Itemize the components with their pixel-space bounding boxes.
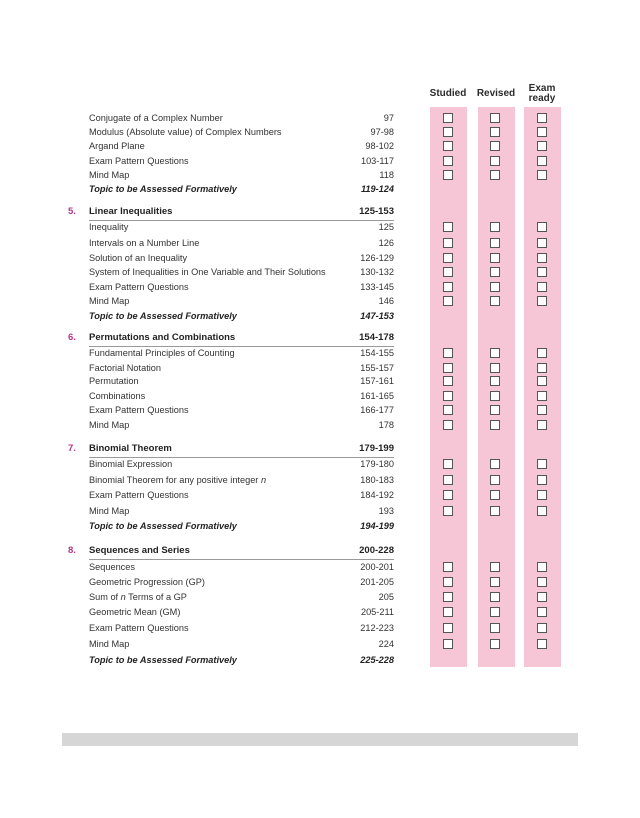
studied-checkbox[interactable]	[443, 420, 453, 430]
assessment-label: Topic to be Assessed Formatively	[89, 521, 237, 531]
studied-column-header: Studied	[429, 88, 467, 99]
topic-label: Modulus (Absolute value) of Complex Numbers	[89, 127, 282, 137]
studied-checkbox[interactable]	[443, 475, 453, 485]
exam-ready-checkbox[interactable]	[537, 267, 547, 277]
exam-ready-checkbox[interactable]	[537, 253, 547, 263]
assessment-label: Topic to be Assessed Formatively	[89, 311, 237, 321]
revised-checkbox[interactable]	[490, 127, 500, 137]
exam-ready-checkbox[interactable]	[537, 170, 547, 180]
studied-checkbox[interactable]	[443, 405, 453, 415]
topic-label: Mind Map	[89, 639, 130, 649]
exam-ready-checkbox[interactable]	[537, 490, 547, 500]
revised-checkbox[interactable]	[490, 562, 500, 572]
topic-label: Conjugate of a Complex Number	[89, 113, 223, 123]
topic-page-range: 146	[378, 296, 394, 306]
topic-label: Binomial Expression	[89, 459, 173, 469]
assessment-label: Topic to be Assessed Formatively	[89, 655, 237, 665]
exam-ready-column-header	[512, 84, 572, 104]
topic-page-range: 133-145	[360, 282, 394, 292]
revised-checkbox[interactable]	[490, 222, 500, 232]
revised-checkbox[interactable]	[490, 238, 500, 248]
exam-ready-checkbox[interactable]	[537, 282, 547, 292]
revised-checkbox[interactable]	[490, 376, 500, 386]
revised-checkbox[interactable]	[490, 170, 500, 180]
studied-checkbox[interactable]	[443, 459, 453, 469]
revised-checkbox[interactable]	[490, 623, 500, 633]
chapter-page-range: 154-178	[359, 332, 394, 343]
studied-checkbox[interactable]	[443, 607, 453, 617]
topic-label: Argand Plane	[89, 141, 145, 151]
exam-ready-checkbox[interactable]	[537, 156, 547, 166]
topic-page-range: 125	[378, 222, 394, 232]
exam-ready-checkbox[interactable]	[537, 222, 547, 232]
studied-checkbox[interactable]	[443, 562, 453, 572]
revised-checkbox[interactable]	[490, 506, 500, 516]
studied-checkbox[interactable]	[443, 391, 453, 401]
footer-bar	[62, 733, 578, 746]
studied-checkbox[interactable]	[443, 238, 453, 248]
revised-checkbox[interactable]	[490, 577, 500, 587]
topic-label: Combinations	[89, 391, 146, 401]
studied-checkbox[interactable]	[443, 156, 453, 166]
studied-checkbox[interactable]	[443, 296, 453, 306]
chapter-number: 8.	[68, 545, 76, 556]
chapter-number: 6.	[68, 332, 76, 343]
topic-label: Exam Pattern Questions	[89, 623, 189, 633]
studied-checkbox[interactable]	[443, 363, 453, 373]
chapter-title: Permutations and Combinations	[89, 332, 236, 343]
topic-label: Factorial Notation	[89, 363, 162, 373]
exam-ready-checkbox[interactable]	[537, 506, 547, 516]
exam-ready-checkbox[interactable]	[537, 592, 547, 602]
exam-ready-checkbox[interactable]	[537, 420, 547, 430]
exam-ready-checkbox[interactable]	[537, 459, 547, 469]
revised-checkbox[interactable]	[490, 420, 500, 430]
exam-ready-checkbox[interactable]	[537, 127, 547, 137]
revised-checkbox[interactable]	[490, 113, 500, 123]
topic-page-range: 126-129	[360, 253, 394, 263]
chapter-divider	[89, 559, 394, 560]
exam-ready-checkbox[interactable]	[537, 623, 547, 633]
exam-ready-checkbox[interactable]	[537, 376, 547, 386]
topic-page-range: 201-205	[360, 577, 394, 587]
exam-ready-checkbox[interactable]	[537, 475, 547, 485]
studied-checkbox[interactable]	[443, 267, 453, 277]
topic-label: Exam Pattern Questions	[89, 490, 189, 500]
revised-checkbox[interactable]	[490, 391, 500, 401]
revised-checkbox[interactable]	[490, 592, 500, 602]
studied-checkbox[interactable]	[443, 592, 453, 602]
topic-page-range: 205	[378, 592, 394, 602]
topic-page-range: 97	[383, 113, 394, 123]
topic-label: Geometric Progression (GP)	[89, 577, 205, 587]
topic-page-range: 103-117	[360, 156, 394, 166]
topic-page-range: 178	[378, 420, 394, 430]
topic-page-range: 205-211	[360, 607, 394, 617]
chapter-title: Sequences and Series	[89, 545, 190, 556]
revised-checkbox[interactable]	[490, 253, 500, 263]
chapter-page-range: 125-153	[359, 206, 394, 217]
studied-checkbox[interactable]	[443, 623, 453, 633]
studied-checkbox[interactable]	[443, 506, 453, 516]
revised-checkbox[interactable]	[490, 156, 500, 166]
studied-checkbox[interactable]	[443, 376, 453, 386]
topic-page-range: 97-98	[370, 127, 394, 137]
topic-page-range: 130-132	[360, 267, 394, 277]
exam-ready-checkbox[interactable]	[537, 639, 547, 649]
studied-checkbox[interactable]	[443, 639, 453, 649]
studied-checkbox[interactable]	[443, 127, 453, 137]
topic-page-range: 194-199	[360, 521, 394, 531]
topic-page-range: 118	[379, 170, 394, 180]
chapter-title: Binomial Theorem	[89, 443, 172, 454]
exam-ready-header-line2: ready	[528, 93, 556, 104]
exam-ready-checkbox[interactable]	[537, 391, 547, 401]
studied-checkbox[interactable]	[443, 577, 453, 587]
topic-page-range: 155-157	[360, 363, 394, 373]
revised-checkbox[interactable]	[490, 459, 500, 469]
studied-checkbox[interactable]	[443, 170, 453, 180]
exam-ready-header-line1: Exam	[528, 83, 556, 94]
revised-checkbox[interactable]	[490, 475, 500, 485]
topic-page-range: 179-180	[360, 459, 394, 469]
revised-checkbox[interactable]	[490, 282, 500, 292]
topic-label: Exam Pattern Questions	[89, 405, 189, 415]
topic-label: Geometric Mean (GM)	[89, 607, 181, 617]
topic-page-range: 98-102	[365, 141, 394, 151]
revised-checkbox[interactable]	[490, 363, 500, 373]
exam-ready-checkbox[interactable]	[537, 113, 547, 123]
topic-page-range: 200-201	[360, 562, 394, 572]
chapter-number: 7.	[68, 443, 76, 454]
topic-label: System of Inequalities in One Variable and Their Solutions	[89, 267, 326, 277]
chapter-title: Linear Inequalities	[89, 206, 173, 217]
topic-page-range: 157-161	[360, 376, 394, 386]
studied-checkbox[interactable]	[443, 141, 453, 151]
topic-label: Permutation	[89, 376, 139, 386]
topic-label: Fundamental Principles of Counting	[89, 348, 235, 358]
topic-page-range: 154-155	[360, 348, 394, 358]
topic-page-range: 147-153	[360, 311, 394, 321]
topic-label: Mind Map	[89, 296, 130, 306]
exam-ready-checkbox[interactable]	[537, 562, 547, 572]
topic-page-range: 212-223	[360, 623, 394, 633]
topic-label: Intervals on a Number Line	[89, 238, 200, 248]
chapter-page-range: 179-199	[359, 443, 394, 454]
exam-ready-checkbox[interactable]	[537, 405, 547, 415]
exam-ready-checkbox[interactable]	[537, 296, 547, 306]
topic-label: Solution of an Inequality	[89, 253, 188, 263]
exam-ready-checkbox[interactable]	[537, 348, 547, 358]
exam-ready-checkbox[interactable]	[537, 141, 547, 151]
chapter-page-range: 200-228	[359, 545, 394, 556]
chapter-number: 5.	[68, 206, 76, 217]
assessment-label: Topic to be Assessed Formatively	[89, 184, 237, 194]
topic-label: Inequality	[89, 222, 129, 232]
topic-page-range: 184-192	[360, 490, 394, 500]
topic-label: Sum of n Terms of a GP	[89, 592, 187, 602]
studied-checkbox[interactable]	[443, 113, 453, 123]
topic-label: Exam Pattern Questions	[89, 282, 189, 292]
revised-checkbox[interactable]	[490, 639, 500, 649]
revised-checkbox[interactable]	[490, 490, 500, 500]
studied-checkbox[interactable]	[443, 282, 453, 292]
topic-label: Exam Pattern Questions	[89, 156, 189, 166]
revised-checkbox[interactable]	[490, 405, 500, 415]
topic-page-range: 161-165	[360, 391, 394, 401]
studied-checkbox[interactable]	[443, 253, 453, 263]
revised-checkbox[interactable]	[490, 296, 500, 306]
revised-column-header: Revised	[476, 88, 516, 99]
topic-label: Mind Map	[89, 170, 130, 180]
topic-label: Mind Map	[89, 420, 130, 430]
topic-page-range: 193	[378, 506, 394, 516]
topic-label: Mind Map	[89, 506, 130, 516]
topic-label: Binomial Theorem for any positive integer n	[89, 475, 267, 485]
topic-page-range: 180-183	[360, 475, 394, 485]
revised-checkbox[interactable]	[490, 607, 500, 617]
topic-page-range: 224	[378, 639, 394, 649]
revised-checkbox[interactable]	[490, 141, 500, 151]
topic-label: Sequences	[89, 562, 135, 572]
studied-checkbox[interactable]	[443, 490, 453, 500]
exam-ready-checkbox[interactable]	[537, 238, 547, 248]
studied-checkbox[interactable]	[443, 348, 453, 358]
exam-ready-checkbox[interactable]	[537, 577, 547, 587]
exam-ready-checkbox[interactable]	[537, 607, 547, 617]
revised-checkbox[interactable]	[490, 348, 500, 358]
chapter-divider	[89, 220, 394, 221]
revised-checkbox[interactable]	[490, 267, 500, 277]
topic-page-range: 126	[378, 238, 394, 248]
topic-page-range: 119-124	[360, 184, 394, 194]
exam-ready-checkbox[interactable]	[537, 363, 547, 373]
studied-checkbox[interactable]	[443, 222, 453, 232]
topic-page-range: 166-177	[360, 405, 394, 415]
topic-page-range: 225-228	[360, 655, 394, 665]
